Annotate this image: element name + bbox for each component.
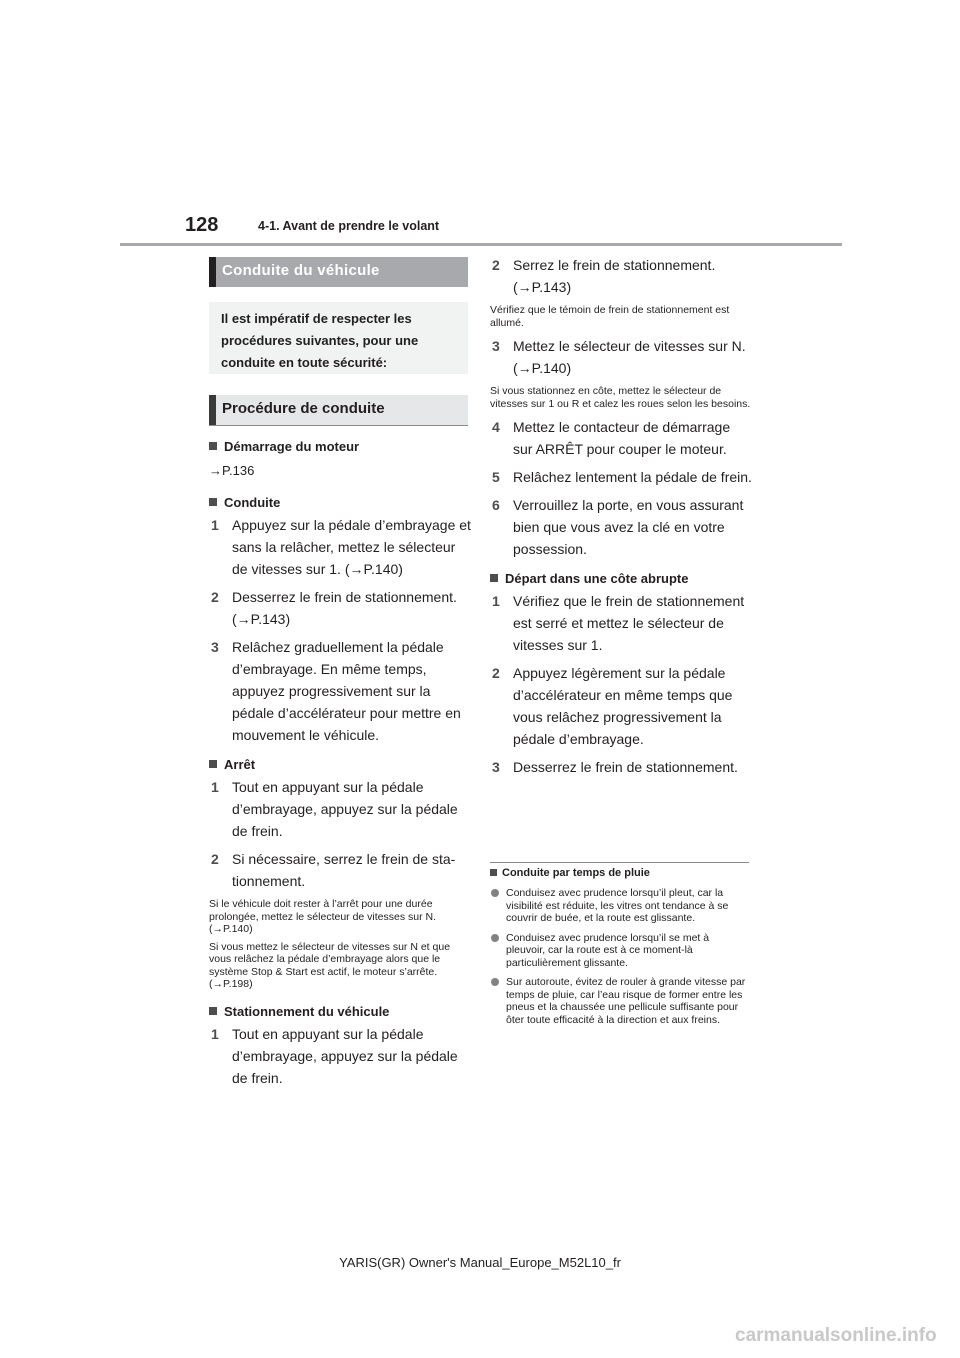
section-procedure-heading	[209, 395, 468, 426]
subsection-stationnement	[209, 1003, 471, 1021]
watermark: carmanualsonline.info	[735, 1325, 937, 1346]
subsection-cote	[490, 570, 752, 588]
chapter-title: 4-1. Avant de prendre le volant	[258, 219, 440, 233]
subsection-conduite	[209, 494, 471, 512]
step-text: Desserrez le frein de stationnement.	[513, 759, 738, 775]
step-text: Appuyez légèrement sur la pédale d’accélérateur en même temps que vous relâchez progressivement la pédale d’embrayage.	[513, 665, 733, 747]
note-text: Si vous mettez le sélecteur de vitesses sur N et que vous relâchez la pédale d’embrayage alors que le système Stop & Start est actif, le moteur s’arrête. (→P.198)	[209, 940, 451, 990]
step-item	[209, 1023, 471, 1089]
tips-heading	[490, 866, 749, 880]
step-text: Tout en appuyant sur la pédale d’embrayage, appuyez sur la pédale de frein.	[232, 1025, 458, 1086]
step-item	[209, 776, 471, 842]
note-text: Si vous stationnez en côte, mettez le sélecteur de vitesses sur 1 ou R et calez les roues selon les besoins.	[490, 385, 751, 410]
page-number: 128	[185, 214, 219, 236]
step-text: Relâchez lentement la pédale de frein.	[513, 469, 752, 485]
square-bullet-icon	[209, 498, 217, 506]
step-item	[490, 254, 752, 298]
subsection-title: Démarrage du moteur	[224, 439, 360, 454]
circle-bullet-icon	[491, 978, 499, 986]
tip-text: Conduisez avec prudence lorsqu’il pleut, car la visibilité est réduite, les vitres ont tendance à se couvrir de buée, et la route est glissante.	[506, 887, 729, 924]
square-bullet-icon	[209, 760, 217, 768]
step-item	[209, 636, 471, 746]
circle-bullet-icon	[491, 889, 499, 897]
step-number: 3	[211, 639, 219, 655]
note-text: Si le véhicule doit rester à l’arrêt pour une durée prolongée, mettez le sélecteur de vitesses sur N. (→P.140)	[209, 898, 437, 935]
left-column	[209, 430, 471, 1089]
step-item	[209, 514, 471, 580]
header-rule	[120, 243, 842, 246]
step-item	[490, 494, 752, 560]
tip-text: Sur autoroute, évitez de rouler à grande vitesse par temps de pluie, car l’eau risque de former entre les pneus et la chaussée une pellicule suffisante pour ôter toute efficacité à la direction et aux freins.	[506, 976, 746, 1026]
subsection-arret	[209, 756, 471, 774]
step-number: 4	[492, 419, 500, 435]
subsection-title: Départ dans une côte abrupte	[505, 571, 689, 586]
step-item	[490, 590, 752, 656]
step-text: Mettez le sélecteur de vitesses sur N. (→P.140)	[513, 338, 746, 376]
step-text: Verrouillez la porte, en vous assurant bien que vous avez la clé en votre possession.	[513, 497, 744, 557]
step-number: 2	[492, 257, 500, 273]
step-number: 1	[211, 779, 219, 795]
step-item	[209, 848, 471, 892]
tips-title: Conduite par temps de pluie	[502, 867, 650, 879]
subsection-demarrage	[209, 438, 471, 456]
tip-item	[490, 932, 749, 970]
heading-stripe	[209, 395, 216, 425]
note-text: Vérifiez que le témoin de frein de stationnement est allumé.	[490, 304, 730, 329]
step-number: 1	[492, 593, 500, 609]
rain-tips	[490, 866, 749, 1026]
step-item	[209, 586, 471, 630]
step-text: Si nécessaire, serrez le frein de stationnement.	[232, 851, 456, 889]
section-conduite-heading	[209, 257, 468, 287]
step-item	[490, 756, 752, 778]
subsection-title: Stationnement du véhicule	[224, 1003, 390, 1019]
step-number: 1	[211, 517, 219, 533]
step-text: Relâchez graduellement la pédale d’embrayage. En même temps, appuyez progressivement sur la pédale d’accélérateur pour mettre en mouvement le véhicule.	[232, 639, 461, 743]
step-text: Serrez le frein de stationnement. (→P.143)	[513, 257, 716, 295]
square-bullet-icon	[209, 1007, 217, 1015]
step-number: 2	[211, 851, 219, 867]
section-title: Conduite du véhicule	[222, 262, 380, 279]
step-text: Tout en appuyant sur la pédale d’embrayage, appuyez sur la pédale de frein.	[232, 779, 458, 839]
circle-bullet-icon	[491, 934, 499, 942]
footer-text: YARIS(GR) Owner's Manual_Europe_M52L10_fr	[339, 1255, 621, 1270]
intro-box	[209, 302, 468, 374]
step-text: Appuyez sur la pédale d’embrayage et sans la relâcher, mettez le sélecteur de vitesses sur 1. (→P.140)	[232, 517, 471, 577]
tip-item	[490, 887, 749, 925]
step-item	[490, 335, 752, 379]
section-title: Procédure de conduite	[222, 400, 385, 417]
step-number: 2	[492, 665, 500, 681]
step-item	[490, 662, 752, 750]
step-number: 5	[492, 469, 500, 485]
step-number: 2	[211, 589, 219, 605]
tip-text: Conduisez avec prudence lorsqu’il se met à pleuvoir, car la route est à ce moment-là particulièrement glissante.	[506, 931, 710, 969]
square-bullet-icon	[209, 442, 217, 450]
step-number: 3	[492, 338, 500, 354]
tip-item	[490, 976, 749, 1026]
step-text: Desserrez le frein de stationnement. (→P.143)	[232, 589, 457, 627]
step-item	[490, 416, 752, 460]
heading-stripe	[209, 257, 216, 287]
page-reference: →P.136	[209, 463, 255, 478]
tips-divider	[490, 862, 749, 863]
square-bullet-icon	[490, 574, 498, 582]
right-column	[490, 254, 752, 778]
square-bullet-icon	[490, 869, 497, 876]
step-item	[490, 466, 752, 488]
intro-text: Il est impératif de respecter les procédures suivantes, pour une conduite en toute sécurité:	[221, 311, 419, 370]
step-number: 1	[211, 1025, 219, 1042]
step-text: Vérifiez que le frein de stationnement est serré et mettez le sélecteur de vitesses sur 1.	[513, 593, 745, 653]
step-number: 6	[492, 497, 500, 513]
step-text: Mettez le contacteur de démarrage sur ARRÊT pour couper le moteur.	[513, 419, 731, 457]
step-number: 3	[492, 759, 500, 775]
subsection-title: Arrêt	[224, 757, 256, 772]
subsection-title: Conduite	[224, 495, 281, 510]
